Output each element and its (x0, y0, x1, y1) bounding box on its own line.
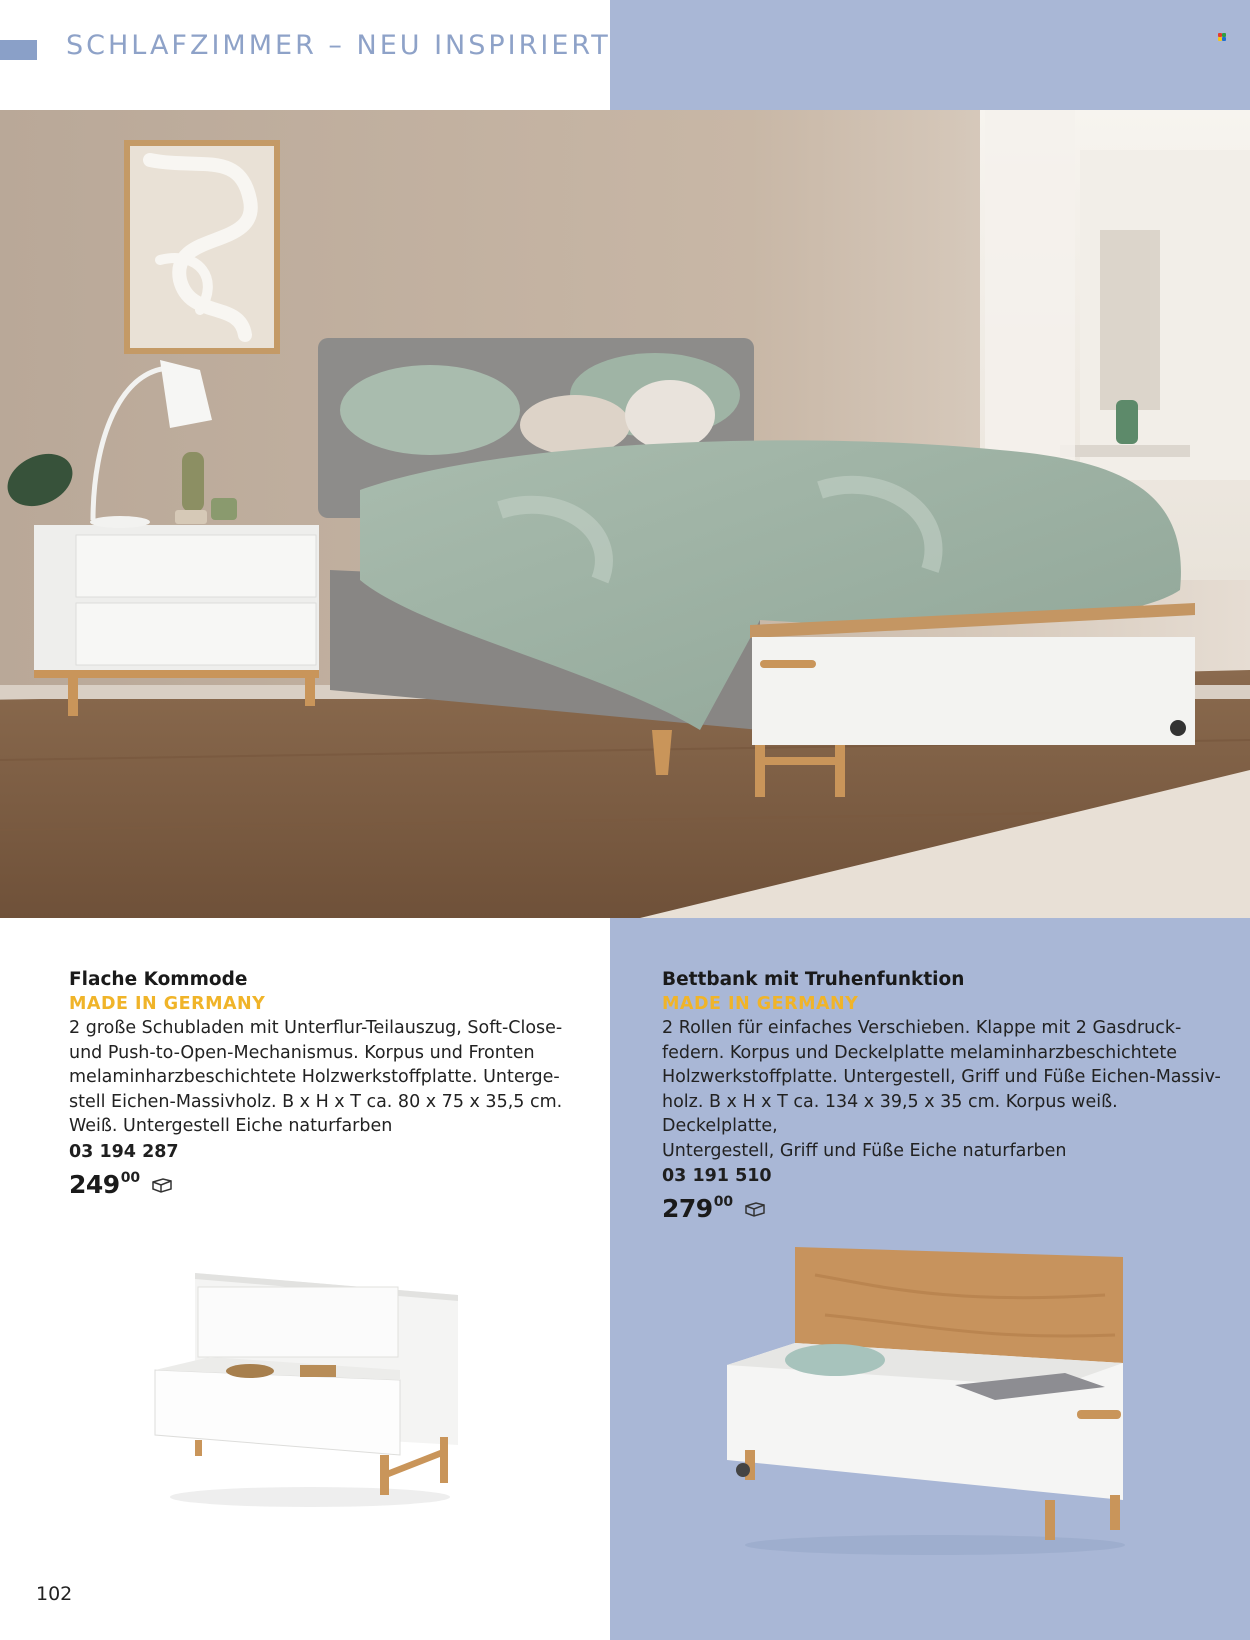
article-number: 03 194 287 (69, 1141, 179, 1162)
made-in-germany-label: MADE IN GERMANY (662, 994, 859, 1014)
price (662, 1194, 1222, 1228)
product-flache-kommode (69, 968, 589, 1204)
page-number: 102 (36, 1583, 73, 1605)
article-number: 03 191 510 (662, 1166, 772, 1186)
package-icon (744, 1201, 766, 1221)
price-cents: 00 (713, 1194, 734, 1210)
price-main: 279 (662, 1194, 713, 1223)
price-main: 249 (69, 1169, 120, 1199)
price (69, 1170, 589, 1204)
package-icon (151, 1177, 173, 1197)
header-accent-bar (0, 40, 37, 60)
product-name: Bettbank mit Truhenfunktion (662, 969, 965, 990)
dresser-photo (150, 1265, 470, 1515)
product-description: 2 große Schubladen mit Unterflur-Teilauszug, Soft-Close- und Push-to-Open-Mechanismus. Korpus und Fronten melaminharzbeschichtete Holzwerkstoffplatte. Unterge- stell Eichen-Massivholz. B x H x T ca. 80 x 75 x 35,5 cm. Weiß. Untergestell Eiche naturfarben (69, 1018, 563, 1136)
product-bettbank (662, 968, 1222, 1228)
brand-dots-icon (1218, 33, 1228, 41)
bedroom-photo (0, 110, 1250, 918)
page-title: SCHLAFZIMMER – NEU INSPIRIERT (66, 30, 611, 61)
product-description: 2 Rollen für einfaches Verschieben. Klappe mit 2 Gasdruck- federn. Korpus und Deckelplatte melaminharzbeschichtete Holzwerkstoffplatte. Untergestell, Griff und Füße Eichen-Massiv- holz. B x H x T ca. 134 x 39,5 x 35 cm. Korpus weiß. Deckelplatte, Untergestell, Griff und Füße Eiche naturfarben (662, 1018, 1221, 1161)
price-cents: 00 (120, 1169, 141, 1186)
product-name: Flache Kommode (69, 969, 248, 990)
storage-bench-photo (725, 1245, 1135, 1560)
made-in-germany-label: MADE IN GERMANY (69, 994, 266, 1014)
